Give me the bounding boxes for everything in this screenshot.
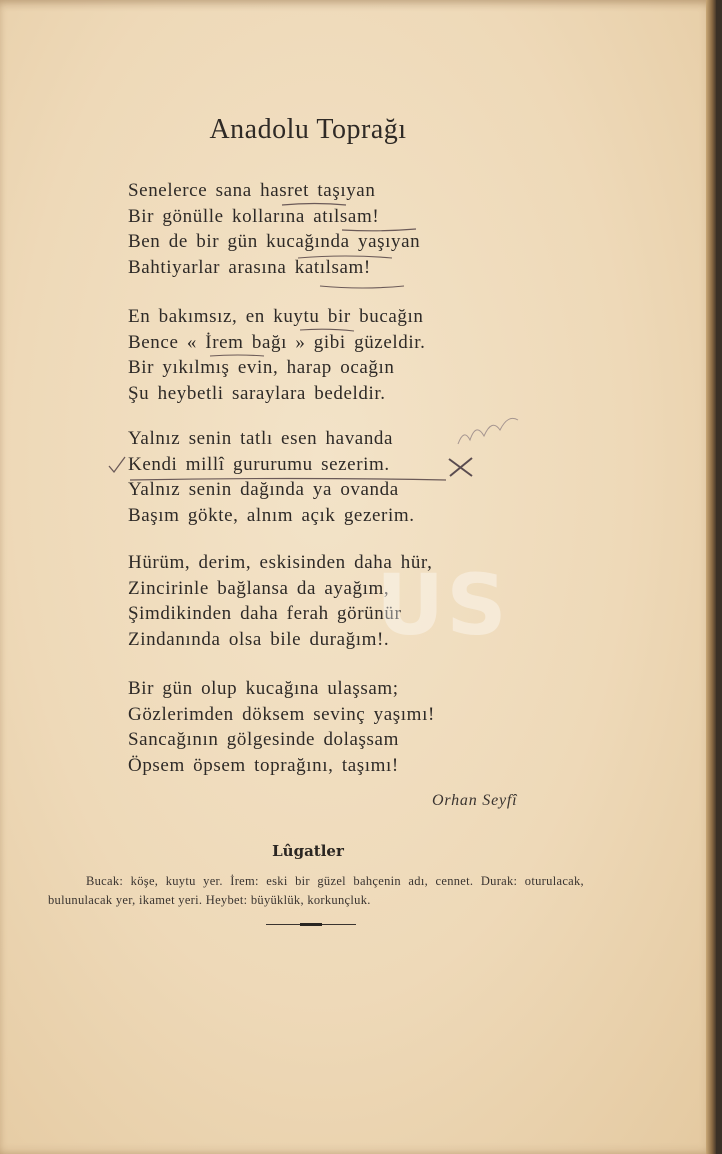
glossary-text: Bucak: köşe, kuytu yer. İrem: eski bir güzel bahçenin adı, cennet. Durak: oturulacak, bulunulacak yer, ikamet yeri. Heybet: büyüklük, korkunçluk. (48, 874, 584, 907)
poem-line: Yalnız senin dağında ya ovanda (128, 479, 399, 500)
pencil-underline (128, 474, 450, 486)
poem-line: Bahtiyarlar arasına katılsam! (128, 256, 371, 278)
poem-line: Ben de bir gün kucağında yaşıyan (128, 231, 421, 252)
poem-line: Hürüm, derim, eskisinden daha hür, (128, 552, 433, 573)
poem-line: Kendi millî gururumu sezerim. (128, 453, 390, 475)
pencil-underline (296, 252, 396, 262)
poem-line: En bakımsız, en kuytu bir bucağın (128, 306, 424, 327)
pencil-underline (208, 352, 268, 360)
poem-author: Orhan Seyfî (432, 792, 518, 809)
stanza-2 (128, 304, 425, 406)
pencil-checkmark-icon (106, 454, 128, 476)
pencil-underline (340, 226, 420, 234)
poem-line: Zindanında olsa bile durağım!. (128, 628, 390, 650)
poem-line: Zincirinle bağlansa da ayağım, (128, 577, 390, 599)
poem-line: Başım gökte, alnım açık gezerim. (128, 504, 415, 526)
poem-line: Öpsem öpsem toprağını, taşımı! (128, 754, 399, 776)
poem-line: Bir yıkılmış evin, harap ocağın (128, 357, 395, 378)
poem-line: Şu heybetli saraylara bedeldir. (128, 382, 386, 404)
stanza-5 (128, 676, 435, 778)
glossary-title: Lûgatler (272, 842, 344, 860)
poem-line: Şimdikinden daha ferah görünür (128, 603, 402, 624)
pencil-underline (318, 282, 408, 292)
pencil-scribble-icon (454, 410, 524, 450)
pencil-cross-icon (444, 454, 478, 480)
pencil-underline (280, 200, 350, 208)
poem-line: Bir gönülle kollarına atılsam! (128, 205, 380, 227)
poem-line: Bence « İrem bağı » gibi güzeldir. (128, 331, 426, 353)
poem-line: Senelerce sana hasret taşıyan (128, 180, 376, 201)
poem-line: Gözlerimden döksem sevinç yaşımı! (128, 703, 435, 725)
pencil-underline (298, 326, 358, 334)
divider-rule-center (300, 923, 322, 926)
poem-line: Yalnız senin tatlı esen havanda (128, 428, 394, 449)
poem-title: Anadolu Toprağı (209, 114, 407, 145)
poem-line: Sancağının gölgesinde dolaşsam (128, 729, 399, 750)
watermark: US (376, 556, 509, 654)
poem-line: Bir gün olup kucağına ulaşsam; (128, 678, 399, 699)
page-edge (706, 0, 716, 1154)
